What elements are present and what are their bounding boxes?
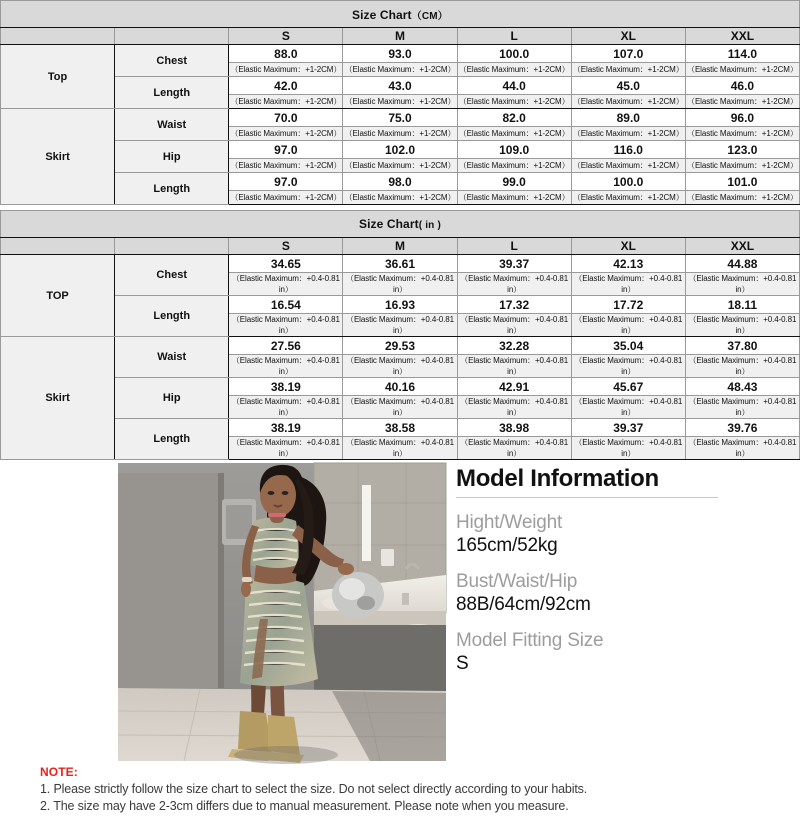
size-header-l: L	[457, 238, 571, 255]
elastic-note: （Elastic Maximum：+0.4-0.81 in）	[457, 396, 571, 419]
cell-value: 17.32	[457, 296, 571, 314]
size-header-s: S	[229, 238, 343, 255]
elastic-note: （Elastic Maximum：+0.4-0.81 in）	[229, 273, 343, 296]
model-info-divider	[456, 497, 718, 498]
elastic-note: （Elastic Maximum：+0.4-0.81 in）	[343, 437, 457, 460]
chart-title-cm	[1, 1, 800, 28]
model-photo-illustration	[118, 463, 446, 761]
row-label-chest: Chest	[115, 45, 229, 77]
elastic-note: （Elastic Maximum：+1-2CM）	[457, 191, 571, 205]
elastic-note: （Elastic Maximum：+1-2CM）	[457, 127, 571, 141]
cell-value: 46.0	[685, 77, 799, 95]
cell-value: 38.98	[457, 419, 571, 437]
model-information-panel	[456, 465, 786, 675]
cell-value: 39.37	[571, 419, 685, 437]
elastic-note: （Elastic Maximum：+1-2CM）	[685, 159, 799, 173]
model-info-title: Model Information	[456, 465, 659, 492]
cell-value: 37.80	[685, 337, 799, 355]
cell-value: 48.43	[685, 378, 799, 396]
cell-value: 89.0	[571, 109, 685, 127]
group-label-skirt: Skirt	[1, 109, 115, 205]
cell-value: 32.28	[457, 337, 571, 355]
cell-value: 16.93	[343, 296, 457, 314]
corner-label-cell	[115, 238, 229, 255]
cell-value: 114.0	[685, 45, 799, 63]
size-header-row	[1, 238, 800, 255]
elastic-note: （Elastic Maximum：+1-2CM）	[229, 159, 343, 173]
elastic-note: （Elastic Maximum：+1-2CM）	[571, 95, 685, 109]
cell-value: 35.04	[571, 337, 685, 355]
elastic-note: （Elastic Maximum：+1-2CM）	[571, 63, 685, 77]
elastic-note: （Elastic Maximum：+1-2CM）	[685, 191, 799, 205]
cell-value: 97.0	[229, 141, 343, 159]
notes-section	[40, 765, 780, 813]
corner-group-cell	[1, 28, 115, 45]
cell-value: 107.0	[571, 45, 685, 63]
cell-value: 43.0	[343, 77, 457, 95]
note-line-2: 2. The size may have 2-3cm differs due to manual measurement. Please note when you measure.	[40, 799, 569, 813]
row-label-length: Length	[115, 77, 229, 109]
cell-value: 70.0	[229, 109, 343, 127]
size-header-m: M	[343, 28, 457, 45]
cell-value: 38.58	[343, 419, 457, 437]
table-row	[1, 419, 800, 437]
elastic-note: （Elastic Maximum：+1-2CM）	[571, 127, 685, 141]
row-label-hip: Hip	[115, 141, 229, 173]
cell-value: 18.11	[685, 296, 799, 314]
model-info-label-fitting-size: Model Fitting Size	[456, 630, 604, 651]
chart-title-row	[1, 211, 800, 238]
model-info-label-bust-waist-hip: Bust/Waist/Hip	[456, 571, 578, 592]
elastic-note: （Elastic Maximum：+1-2CM）	[343, 127, 457, 141]
cell-value: 96.0	[685, 109, 799, 127]
cell-value: 27.56	[229, 337, 343, 355]
cell-value: 88.0	[229, 45, 343, 63]
elastic-note: （Elastic Maximum：+1-2CM）	[229, 127, 343, 141]
cell-value: 101.0	[685, 173, 799, 191]
row-label-length: Length	[115, 173, 229, 205]
elastic-note: （Elastic Maximum：+0.4-0.81 in）	[457, 355, 571, 378]
elastic-note: （Elastic Maximum：+1-2CM）	[685, 95, 799, 109]
row-label-length: Length	[115, 419, 229, 460]
cell-value: 100.0	[457, 45, 571, 63]
elastic-note: （Elastic Maximum：+0.4-0.81 in）	[343, 273, 457, 296]
cell-value: 100.0	[571, 173, 685, 191]
cell-value: 97.0	[229, 173, 343, 191]
table-row	[1, 296, 800, 314]
elastic-note: （Elastic Maximum：+0.4-0.81 in）	[229, 355, 343, 378]
cell-value: 42.91	[457, 378, 571, 396]
model-info-value-bust-waist-hip: 88B/64cm/92cm	[456, 594, 591, 615]
size-header-xxl: XXL	[685, 28, 799, 45]
chart-title-row	[1, 1, 800, 28]
size-header-l: L	[457, 28, 571, 45]
table-row	[1, 173, 800, 191]
lower-section	[0, 460, 800, 825]
elastic-note: （Elastic Maximum：+0.4-0.81 in）	[343, 314, 457, 337]
elastic-note: （Elastic Maximum：+0.4-0.81 in）	[571, 437, 685, 460]
elastic-note: （Elastic Maximum：+0.4-0.81 in）	[343, 355, 457, 378]
size-chart-cm	[0, 0, 800, 205]
note-heading: NOTE:	[40, 765, 78, 779]
elastic-note: （Elastic Maximum：+1-2CM）	[343, 191, 457, 205]
group-label-top: Top	[1, 45, 115, 109]
elastic-note: （Elastic Maximum：+1-2CM）	[571, 159, 685, 173]
elastic-note: （Elastic Maximum：+1-2CM）	[457, 63, 571, 77]
cell-value: 99.0	[457, 173, 571, 191]
elastic-note: （Elastic Maximum：+1-2CM）	[685, 63, 799, 77]
elastic-note: （Elastic Maximum：+0.4-0.81 in）	[571, 314, 685, 337]
table-row	[1, 45, 800, 63]
elastic-note: （Elastic Maximum：+1-2CM）	[343, 159, 457, 173]
elastic-note: （Elastic Maximum：+0.4-0.81 in）	[571, 396, 685, 419]
cell-value: 75.0	[343, 109, 457, 127]
elastic-note: （Elastic Maximum：+1-2CM）	[229, 63, 343, 77]
elastic-note: （Elastic Maximum：+0.4-0.81 in）	[229, 396, 343, 419]
elastic-note: （Elastic Maximum：+0.4-0.81 in）	[457, 273, 571, 296]
table-row	[1, 141, 800, 159]
cell-value: 123.0	[685, 141, 799, 159]
cell-value: 38.19	[229, 378, 343, 396]
cell-value: 109.0	[457, 141, 571, 159]
size-header-xl: XL	[571, 28, 685, 45]
chart-unit-text: （CM）	[411, 10, 449, 22]
cell-value: 102.0	[343, 141, 457, 159]
elastic-note: （Elastic Maximum：+0.4-0.81 in）	[229, 437, 343, 460]
elastic-note: （Elastic Maximum：+1-2CM）	[685, 127, 799, 141]
row-label-hip: Hip	[115, 378, 229, 419]
size-header-s: S	[229, 28, 343, 45]
chart-unit-text: ( in )	[418, 220, 441, 231]
cell-value: 39.37	[457, 255, 571, 273]
elastic-note: （Elastic Maximum：+0.4-0.81 in）	[685, 314, 799, 337]
cell-value: 16.54	[229, 296, 343, 314]
elastic-note: （Elastic Maximum：+0.4-0.81 in）	[685, 355, 799, 378]
corner-label-cell	[115, 28, 229, 45]
cell-value: 39.76	[685, 419, 799, 437]
cell-value: 98.0	[343, 173, 457, 191]
row-label-waist: Waist	[115, 109, 229, 141]
elastic-note: （Elastic Maximum：+1-2CM）	[457, 159, 571, 173]
table-row	[1, 378, 800, 396]
size-header-m: M	[343, 238, 457, 255]
row-label-waist: Waist	[115, 337, 229, 378]
cell-value: 42.0	[229, 77, 343, 95]
elastic-note: （Elastic Maximum：+0.4-0.81 in）	[685, 396, 799, 419]
elastic-note: （Elastic Maximum：+0.4-0.81 in）	[457, 314, 571, 337]
cell-value: 42.13	[571, 255, 685, 273]
cell-value: 36.61	[343, 255, 457, 273]
elastic-note: （Elastic Maximum：+1-2CM）	[229, 191, 343, 205]
corner-group-cell	[1, 238, 115, 255]
elastic-note: （Elastic Maximum：+1-2CM）	[343, 63, 457, 77]
size-header-xxl: XXL	[685, 238, 799, 255]
size-header-row	[1, 28, 800, 45]
table-row	[1, 255, 800, 273]
size-header-xl: XL	[571, 238, 685, 255]
cell-value: 17.72	[571, 296, 685, 314]
cell-value: 82.0	[457, 109, 571, 127]
elastic-note: （Elastic Maximum：+0.4-0.81 in）	[571, 355, 685, 378]
elastic-note: （Elastic Maximum：+1-2CM）	[457, 95, 571, 109]
size-chart-in	[0, 210, 800, 460]
elastic-note: （Elastic Maximum：+0.4-0.81 in）	[229, 314, 343, 337]
elastic-note: （Elastic Maximum：+1-2CM）	[571, 191, 685, 205]
cell-value: 44.0	[457, 77, 571, 95]
elastic-note: （Elastic Maximum：+0.4-0.81 in）	[685, 273, 799, 296]
model-info-value-fitting-size: S	[456, 653, 469, 674]
group-label-top: TOP	[1, 255, 115, 337]
group-label-skirt: Skirt	[1, 337, 115, 460]
cell-value: 116.0	[571, 141, 685, 159]
cell-value: 29.53	[343, 337, 457, 355]
model-photo	[118, 463, 446, 761]
row-label-length: Length	[115, 296, 229, 337]
elastic-note: （Elastic Maximum：+0.4-0.81 in）	[457, 437, 571, 460]
cell-value: 44.88	[685, 255, 799, 273]
cell-value: 34.65	[229, 255, 343, 273]
elastic-note: （Elastic Maximum：+1-2CM）	[343, 95, 457, 109]
model-info-value-height-weight: 165cm/52kg	[456, 535, 558, 556]
cell-value: 93.0	[343, 45, 457, 63]
note-line-1: 1. Please strictly follow the size chart to select the size. Do not select directly according to your habits.	[40, 782, 588, 796]
elastic-note: （Elastic Maximum：+1-2CM）	[229, 95, 343, 109]
table-row	[1, 109, 800, 127]
table-row	[1, 337, 800, 355]
table-row	[1, 77, 800, 95]
chart-title-text: Size Chart	[351, 7, 412, 22]
cell-value: 45.67	[571, 378, 685, 396]
elastic-note: （Elastic Maximum：+0.4-0.81 in）	[571, 273, 685, 296]
cell-value: 40.16	[343, 378, 457, 396]
row-label-chest: Chest	[115, 255, 229, 296]
model-info-label-height-weight: Hight/Weight	[456, 512, 563, 533]
elastic-note: （Elastic Maximum：+0.4-0.81 in）	[343, 396, 457, 419]
elastic-note: （Elastic Maximum：+0.4-0.81 in）	[685, 437, 799, 460]
chart-title-in	[1, 211, 800, 238]
cell-value: 38.19	[229, 419, 343, 437]
chart-title-text: Size Chart	[359, 217, 419, 231]
cell-value: 45.0	[571, 77, 685, 95]
